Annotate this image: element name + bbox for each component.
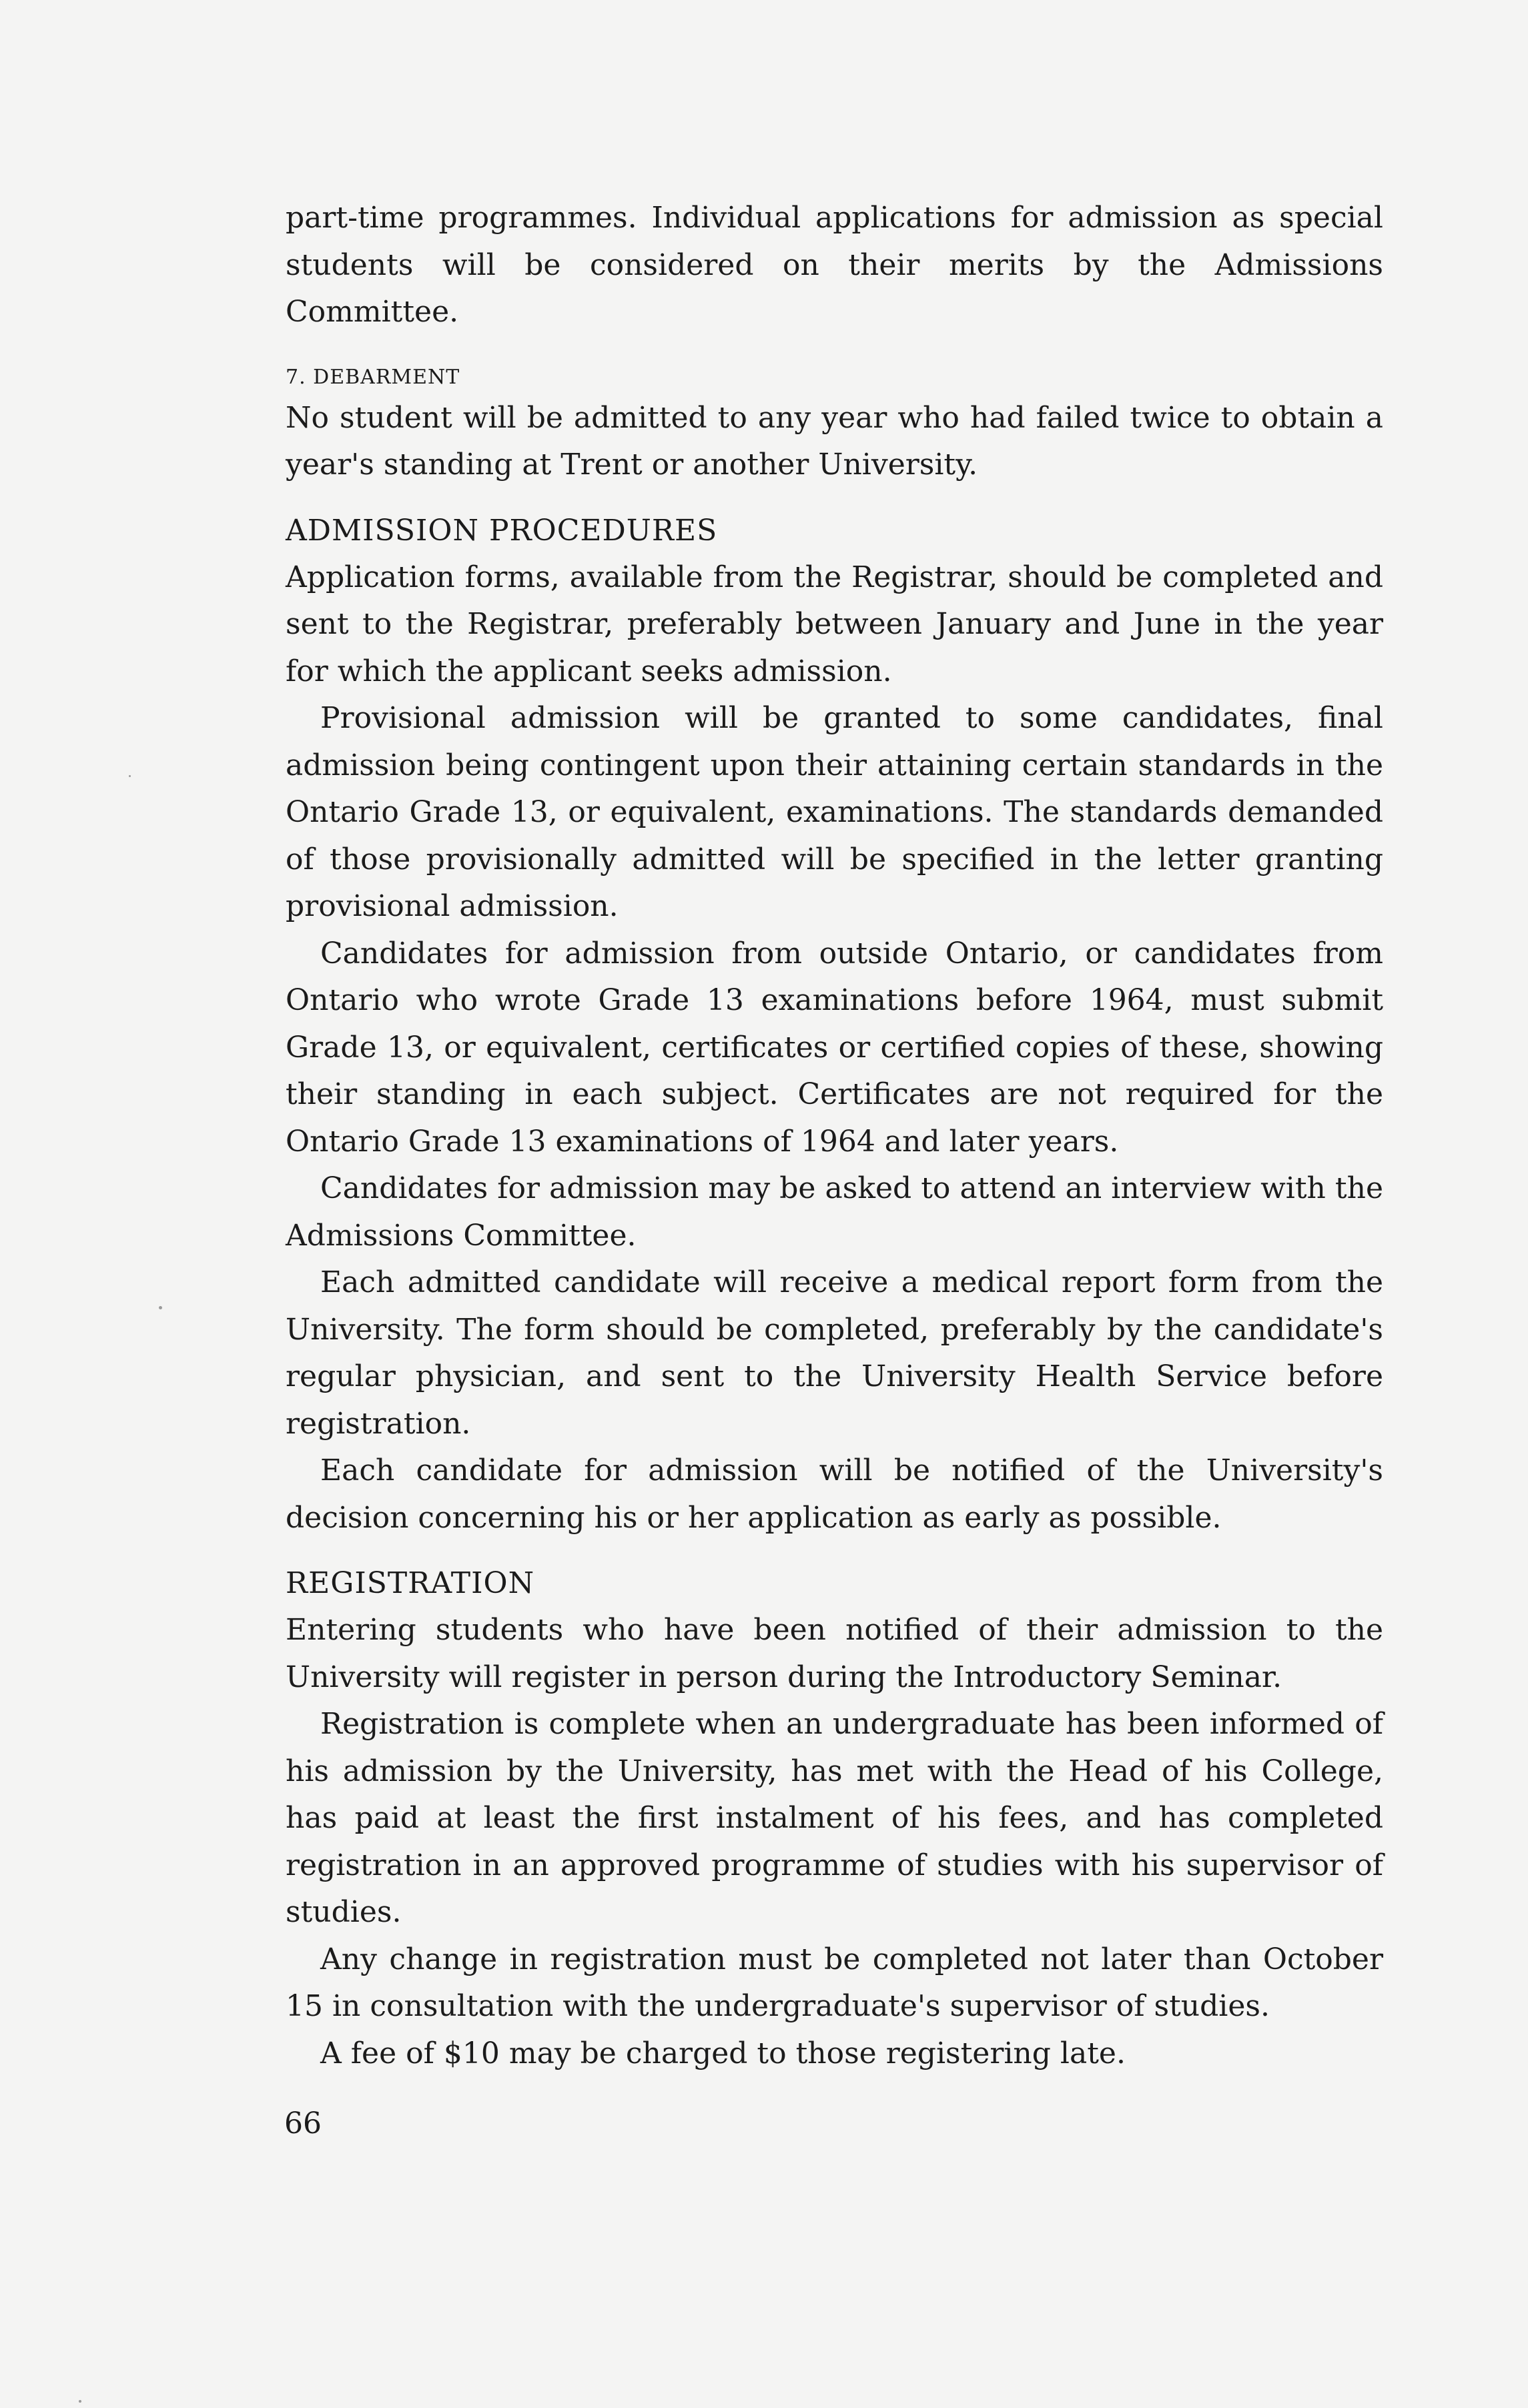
page-number: 66 [284,2106,322,2141]
admission-paragraph-outside-ontario: Candidates for admission from outside Ontario, or candidates from Ontario who wrote Grade 13 examinations before 1964, must submit Grade 13, or equivalent, certificates or certified copies of these, showing their standing in each subject. Certificates are not required for the Ontario Grade 13 examinations of 1964 and later years. [286,936,1383,1159]
scan-speck [79,2400,81,2403]
scan-speck [129,775,131,777]
intro-paragraph: part-time programmes. Individual applications for admission as special students will be considered on their merits by the Admissions Committee. [286,201,1383,329]
registration-paragraph-complete: Registration is complete when an undergraduate has been informed of his admission by the University, has met with the Head of his College, has paid at least the first instalment of his fees, and has completed registration in an approved programme of studies with his supervisor of studies. [286,1707,1383,1929]
page-body [286,195,1383,2077]
admission-procedures-heading: ADMISSION PROCEDURES [286,513,718,548]
registration-paragraph-late-fee: A fee of $10 may be charged to those registering late. [320,2036,1126,2070]
debarment-paragraph: No student will be admitted to any year who had failed twice to obtain a year's standing at Trent or another University. [286,400,1383,482]
registration-paragraph-entering: Entering students who have been notified of their admission to the University will register in person during the Introductory Seminar. [286,1613,1383,1694]
registration-heading: REGISTRATION [286,1566,535,1600]
admission-paragraph-interview: Candidates for admission may be asked to attend an interview with the Admissions Committee. [286,1171,1383,1253]
registration-paragraph-change: Any change in registration must be completed not later than October 15 in consultation with the undergraduate's supervisor of studies. [286,1942,1383,2023]
admission-paragraph-application-forms: Application forms, available from the Registrar, should be completed and sent to the Registrar, preferably between January and June in the year for which the applicant seeks admission. [286,560,1383,688]
admission-paragraph-medical: Each admitted candidate will receive a medical report form from the University. The form should be completed, preferably by the candidate's regular physician, and sent to the University Health Service before registration. [286,1265,1383,1441]
scan-speck [159,1306,162,1309]
debarment-heading: 7. DEBARMENT [286,365,460,389]
admission-paragraph-decision: Each candidate for admission will be notified of the University's decision concerning his or her application as early as possible. [286,1453,1383,1535]
admission-paragraph-provisional: Provisional admission will be granted to some candidates, final admission being contingent upon their attaining certain standards in the Ontario Grade 13, or equivalent, examinations. The standards demanded of those provisionally admitted will be specified in the letter granting provisional admission. [286,701,1383,923]
